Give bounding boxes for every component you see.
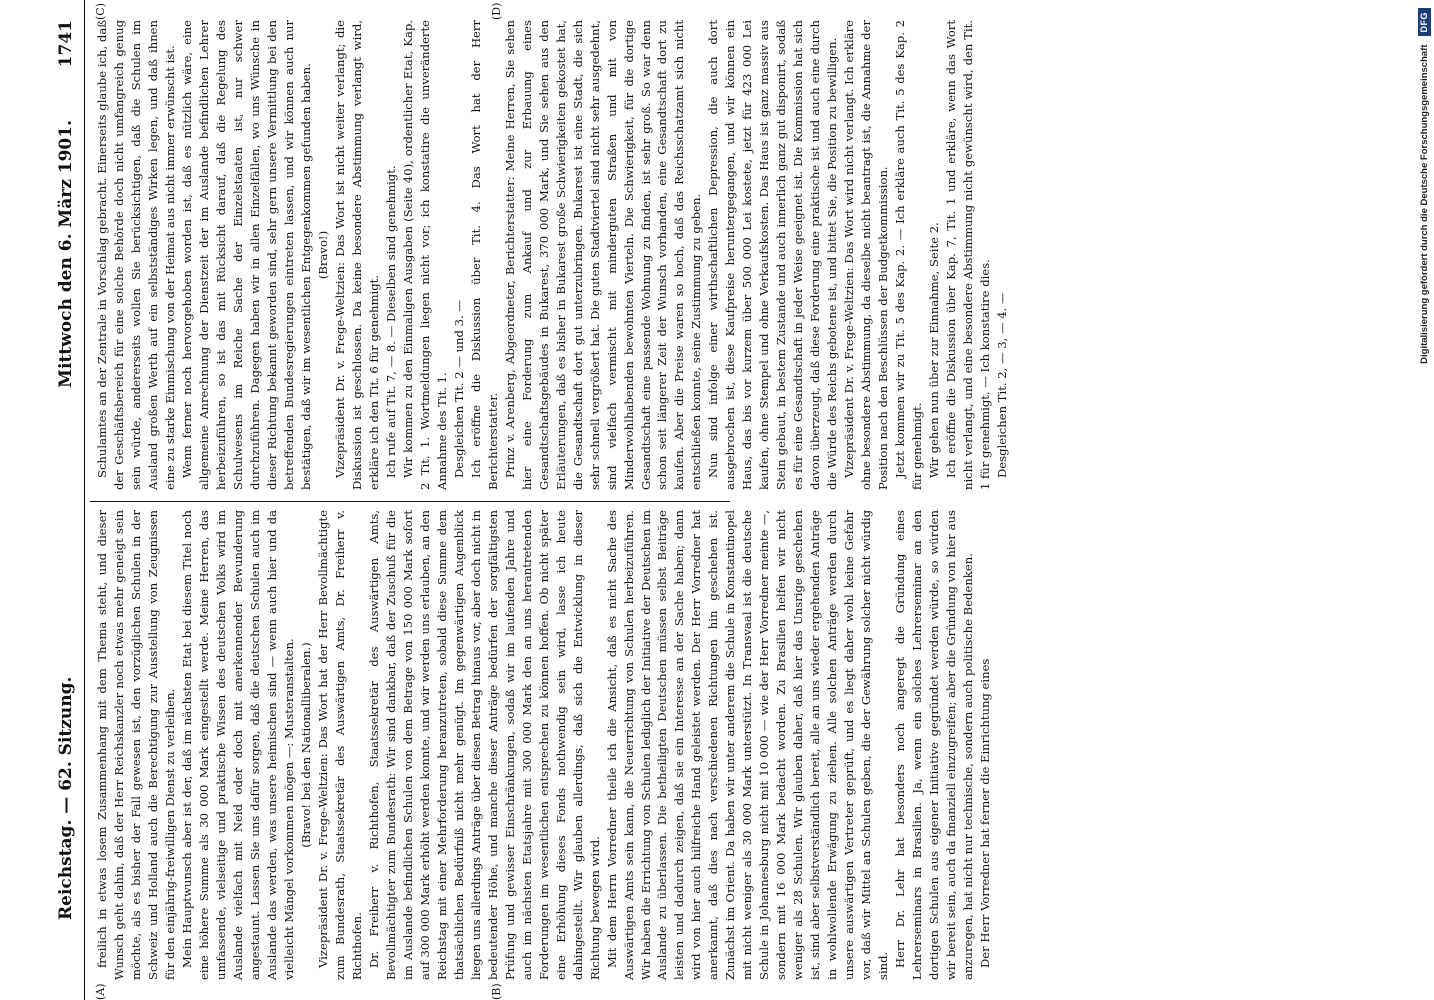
margin-marker-c: (C) — [94, 3, 107, 20]
header-left-title: Reichstag. — 62. Sitzung. — [56, 676, 76, 920]
column-divider — [90, 501, 730, 502]
paragraph: Desgleichen Tit. 2 — und 3. — — [451, 300, 466, 478]
page-header — [50, 0, 85, 1000]
margin-marker-a: (A) — [94, 983, 107, 1000]
paragraph: Prinz v. Arenberg, Abgeordneter, Berichterstatter: Meine Herren, Sie sehen hier eine Forderung zum Ankauf und zur Erbauung eines Gesandtschaftsgebäudes in Bukarest, 370 000 Mark, und Sie sehen aus den Erläuterungen, daß es bisher in Bukarest große Schwierigkeiten gekostet hat, die Gesandtschaft dort gut unterzubringen. Bukarest ist eine Stadt, die sich sehr schnell vergrößert hat. Die guten Stadtviertel sind nicht sehr ausgedehnt, sind vielfach vermischt mit minderguten Straßen und mit von Minderwohlhabenden bewohnten Vierteln. Die Schwierigkeit, für die dortige Gesandtschaft eine passende Wohnung zu finden, ist sehr groß. So war denn schon seit längerer Zeit der Wunsch vorhanden, eine Gesandtschaft dort zu kaufen. Aber die Preise waren so hoch, daß das Reichsschatzamt sich nicht entschließen konnte, seine Zustimmung zu geben. — [502, 20, 704, 490]
margin-marker-d: (D) — [490, 2, 503, 20]
paragraph: Ich eröffne die Diskussion über Kap. 7, Tit. 1 und erkläre, wenn das Wort nicht verlangt, und eine besondere Abstimmung nicht gewünscht wird, den Tit. 1 für genehmigt. — Ich konstatire dies. — [944, 20, 993, 490]
paragraph: Schulamtes an der Zentrale in Vorschlag gebracht. Einerseits glaube ich, daß der Geschäftsbereich für eine solche Behörde doch nicht umfangreich genug sein würde, andererseits wollen Sie berücksichtigen, daß die Schulen im Ausland großen Werth auf ein selbstständiges Wirken legen, und daß ihnen eine zu starke Einmischung von der Heimat aus nicht immer erwünscht ist. — [95, 20, 177, 490]
paragraph: Vizepräsident Dr. v. Frege-Weltzien: Das Wort hat der Herr Bevollmächtigte zum Bundesrath, Staatssekretär des Auswärtigen Amts, Dr. Freiherr v. Richthofen. — [315, 510, 364, 980]
header-right-title: Mittwoch den 6. März 1901. — [56, 120, 76, 388]
left-column — [94, 510, 993, 980]
digitization-note: Digitalisierung gefördert durch die Deutsche Forschungsgemeinschaft — [1418, 44, 1430, 364]
dfg-logo: DFG — [1418, 8, 1431, 37]
rotated-page — [50, 0, 1390, 1000]
paragraph: Vizepräsident Dr. v. Frege-Weltzien: Das Wort wird nicht verlangt. Ich erkläre ohne besondere Abstimmung, da dieselbe nicht beantragt ist, die Annahme der Position nach den Beschlüssen der Budgetkommission. — [842, 20, 891, 490]
paragraph: Mit dem Herrn Vorredner theile ich die Ansicht, daß es nicht Sache des Auswärtigen Amts sein kann, die Neuerrichtung von Schulen herbeizuführen. Wir haben die Errichtung von Schulen lediglich der Initiative der Deutschen im Auslande zu überlassen. Die betheiligten Deutschen müssen selbst Beiträge leisten und dadurch zeigen, daß sie ein Interesse an der Sache haben; dann wird von hier auch hilfreiche Hand geleistet werden. Der Herr Vorredner hat anerkannt, daß dies nach verschiedenen Richtungen hin geschehen ist. Zunächst im Orient. Da haben wir unter anderem die Schule in Konstantinopel mit nicht weniger als 30 000 Mark unterstützt. In Transvaal ist die deutsche Schule in Johannesburg nicht mit 10 000 — wie der Herr Vorredner meinte —, sondern mit 16 000 Mark bedacht worden. Zu Brasilien helfen wir nicht weniger als 28 Schulen. Wir glauben daher, daß hier das Unsrige geschehen ist, sind aber selbstverständlich bereit, alle an uns wieder ergehenden Anträge in wohlwollende Erwägung zu ziehen. Alle solchen Anträge werden durch unsere auswärtigen Vertreter geprüft, und es liegt daher wohl keine Gefahr vor, daß wir Mittel an Schulen geben, die der Gewährung solcher nicht würdig sind. — [604, 510, 891, 980]
paragraph: Wir gehen nun über zur Einnahme, Seite 2. — [927, 222, 942, 478]
paragraph: Ich eröffne die Diskussion über Tit. 4. Das Wort hat der Herr Berichterstatter. — [468, 20, 500, 490]
paragraph: Herr Dr. Lehr hat besonders noch angeregt die Gründung eines Lehrerseminars in Brasilien. Ja, wenn ein solches Lehrerseminar an den dortigen Schulen aus eigener Initiative gegründet werden würde, so würden wir bereit sein, auch da finanziell einzugreifen; aber die Gründung von hier aus anzuregen, hat nicht nur technische, sondern auch politische Bedenken. — [893, 510, 976, 980]
paragraph: Mein Hauptwunsch aber ist der, daß im nächsten Etat bei diesem Titel noch eine höhere Summe als 30 000 Mark eingestellt werde. Meine Herren, das umfassende, vielseitige und praktische Wissen des deutschen Volks wird im Auslande vielfach mit Neid oder doch mit anerkennender Bewunderung angestaunt. Lassen Sie uns dafür sorgen, daß die deutschen Schulen auch im Auslande das werden, was unsere heimischen sind — wenn auch hier und da vielleicht Mängel vorkommen mögen —: Musteranstalten. — [179, 510, 296, 980]
paragraph: Der Herr Vorredner hat ferner die Einrichtung eines — [978, 658, 993, 968]
right-column — [94, 20, 1010, 490]
paragraph: freilich in etwas losem Zusammenhang mit dem Thema steht, und dieser Wunsch geht dahin, daß der Herr Reichskanzler noch etwas mehr geneigt sein möchte, als es bisher der Fall gewesen ist, den vorzüglichen Schulen in der Schweiz und Holland auch die Berechtigung zur Ausstellung von Zeugnissen für den einjährig-freiwilligen Dienst zu verleihen. — [95, 510, 177, 980]
paragraph: Desgleichen Tit. 2, — 3, — 4. — — [995, 292, 1010, 478]
digitization-sidebar — [1416, 8, 1432, 992]
paragraph: Jetzt kommen wir zu Tit. 5 des Kap. 2. — Ich erkläre auch Tit. 5 des Kap. 2 für genehmigt. — [893, 20, 925, 490]
paragraph: Wir kommen zu den Einmaligen Ausgaben (Seite 40), ordentlicher Etat, Kap. 2 Tit. 1. Wortmeldungen liegen nicht vor; ich konstatire die unveränderte Annahme des Tit. 1. — [400, 20, 449, 490]
paragraph: Wenn ferner noch hervorgehoben worden ist, daß es nützlich wäre, eine allgemeine Anrechnung der Dienstzeit der im Auslande befindlichen Lehrer herbeizuführen, so ist das mit Rücksicht darauf, daß die Regelung des Schulwesens im Reiche Sache der Einzelstaaten ist, nur schwer durchzuführen. Dagegen haben wir in allen Einzelfällen, wo uns Wünsche in dieser Richtung bekannt geworden sind, sehr gern unsere Vermittlung bei den betreffenden Bundesregierungen eintreten lassen, und wir können auch nur bestätigen, daß wir im wesentlichen Entgegenkommen gefunden haben. — [179, 20, 313, 490]
applause-note: (Bravo! bei den Nationalliberalen.) — [298, 642, 313, 848]
paragraph: Dr. Freiherr v. Richthofen, Staatssekretär des Auswärtigen Amts, Bevollmächtigter zum Bundesrath: Wir sind dankbar, daß der Zuschuß für die im Auslande befindlichen Schulen von dem Betrage von 150 000 Mark sofort auf 300 000 Mark erhöht werden konnte, und wir werden uns erlauben, an den Reichstag mit einer Mehrforderung heranzutreten, sobald diese Summe dem thatsächlichen Bedürfniß nicht mehr genügt. Im gegenwärtigen Augenblick liegen uns allerdings Anträge über diesen Betrag hinaus vor, aber doch nicht in bedeutender Höhe, und manche dieser Anträge bedürfen der sorgfältigsten Prüfung und gewisser Einschränkungen, sodaß wir im laufenden Jahre und auch im nächsten Etatsjahre mit 300 000 Mark den an uns herantretenden Forderungen im wesentlichen entsprechen zu können hoffen. Ob nicht später eine Erhöhung dieses Fonds nothwendig sein wird, lasse ich heute dahingestellt. Wir glauben allerdings, daß sich die Entwicklung in dieser Richtung bewegen wird. — [366, 510, 602, 980]
paragraph: Nun sind infolge einer wirthschaftlichen Depression, die auch dort ausgebrochen ist, diese Kaufpreise heruntergegangen, und wir können ein Haus, das bis vor kurzem über 500 000 Lei kostete, jetzt für 423 000 Lei kaufen, ohne Stempel und ohne Verkaufskosten. Das Haus ist ganz massiv aus Stein gebaut, in bestem Zustande und auch innerlich ganz gut disponirt, sodaß es für eine Gesandtschaft in jeder Weise geeignet ist. Die Kommission hat sich davon überzeugt, daß diese Forderung eine praktische ist und auch eine durch die Würde des Reichs gebotene ist, und bittet Sie, die Position zu bewilligen. — [706, 20, 840, 490]
margin-marker-b: (B) — [490, 983, 503, 1000]
page-number: 1741 — [56, 20, 76, 68]
paragraph: Ich rufe auf Tit. 7, — 8. — Dieselben sind genehmigt. — [383, 165, 398, 478]
paragraph: Vizepräsident Dr. v. Frege-Weltzien: Das Wort ist nicht weiter verlangt; die Diskussion ist geschlossen. Da keine besondere Abstimmung verlangt wird, erkläre ich den Tit. 6 für genehmigt. — [332, 20, 381, 490]
applause-note: (Bravo!) — [315, 230, 330, 280]
